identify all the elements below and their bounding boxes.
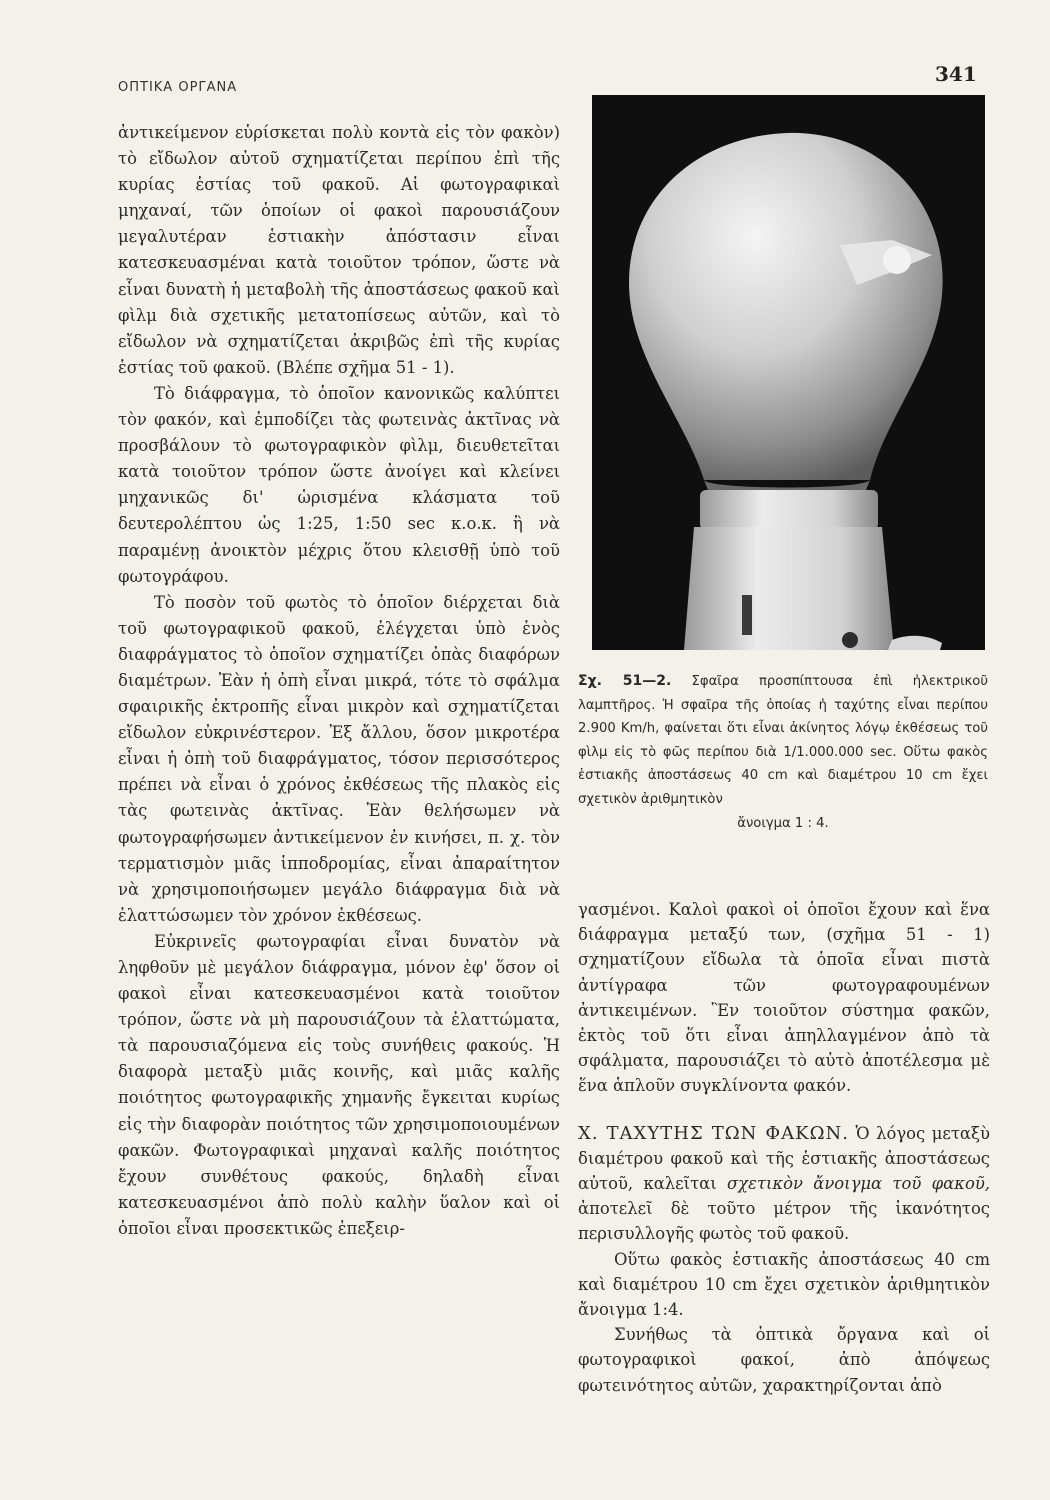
paragraph: γασμένοι. Καλοὶ φακοὶ οἱ ὁποῖοι ἔχουν καὶ ἕνα διάφραγμα μεταξύ των, (σχῆμα 51 - 1) σχηματίζουν εἴδωλα τὰ ὁποῖα εἶναι πιστὰ ἀντίγραφα τῶν φωτογραφουμένων ἀντικειμένων. Ἓν τοιοῦτον σύστημα φακῶν, ἐκτὸς τοῦ ὅτι εἶναι ἀπηλλαγμένον ἀπὸ τὰ σφάλματα, παρουσιάζει τὸ αὐτὸ ἀποτέλεσμα μὲ ἕνα ἁπλοῦν συγκλίνοντα φακόν. (578, 900, 990, 1096)
section-title: Χ. ΤΑΧΥΤΗΣ ΤΩΝ ΦΑΚΩΝ. (578, 1122, 849, 1144)
right-column (578, 897, 990, 1398)
section-paragraph (578, 1121, 990, 1247)
section-italic-term: σχετικὸν ἄνοιγμα τοῦ φακοῦ, (726, 1174, 990, 1194)
paragraph: ἀντικείμενον εὑρίσκεται πολὺ κοντὰ εἰς τὸν φακὸν) τὸ εἴδωλον αὐτοῦ σχηματίζεται περίπου ἐπὶ τῆς κυρίας ἑστίας τοῦ φακοῦ. Αἱ φωτογραφικαὶ μηχαναί, τῶν ὁποίων οἱ φακοὶ παρουσιάζουν μεγαλυτέραν ἑστιακὴν ἀπόστασιν εἶναι κατεσκευασμέναι κατὰ τοιοῦτον τρόπον, ὥστε νὰ εἶναι δυνατὴ ἡ μεταβολὴ τῆς ἀποστάσεως φακοῦ καὶ φὶλμ διὰ σχετικῆς μετατοπίσεως αὐτῶν, καὶ τὸ εἴδωλον νὰ σχηματίζεται ἀκριβῶς ἐπὶ τῆς κυρίας ἑστίας τοῦ φακοῦ. (Βλέπε σχῆμα 51 - 1). (118, 123, 560, 377)
page-number: 341 (935, 62, 977, 86)
lightbulb-photo (592, 95, 985, 650)
figure-caption-end: ἄνοιγμα 1 : 4. (737, 815, 829, 831)
paragraph: Εὐκρινεῖς φωτογραφίαι εἶναι δυνατὸν νὰ ληφθοῦν μὲ μεγάλον διάφραγμα, μόνον ἐφ' ὅσον οἱ φακοὶ εἶναι κατεσκευασμένοι κατὰ τοιοῦτον τρόπον, ὥστε νὰ μὴ παρουσιάζουν τὰ ἐλαττώματα, τὰ παρουσιαζόμενα εἰς τοὺς συνήθεις φακούς. Ἡ διαφορὰ μεταξὺ μιᾶς κοινῆς, καὶ μιᾶς καλῆς ποιότητος φωτογραφικῆς χημανῆς ἔγκειται κυρίως εἰς τὴν διαφορὰν ποιότητος τῶν χρησιμοποιουμένων φακῶν. Φωτογραφικαὶ μηχαναὶ καλῆς ποιότητος ἔχουν συνθέτους φακούς, δηλαδὴ εἶναι κατεσκευασμένοι ἀπὸ πολὺ καλὴν ὕαλον καὶ οἱ ὁποῖοι εἶναι προσεκτικῶς ἐπεξειρ- (118, 931, 560, 1238)
paragraph: Τὸ ποσὸν τοῦ φωτὸς τὸ ὁποῖον διέρχεται διὰ τοῦ φωτογραφικοῦ φακοῦ, ἐλέγχεται ὑπὸ ἑνὸς διαφράγματος τὸ ὁποῖον σχηματίζει ὀπὰς διαφόρων διαμέτρων. Ἐὰν ἡ ὀπὴ εἶναι μικρά, τότε τὸ σφάλμα σφαιρικῆς ἐκτροπῆς εἶναι μικρὸν καὶ σχηματίζεται εἴδωλον εὐκρινέστερον. Ἐξ ἄλλου, ὅσον μικροτέρα εἶναι ἡ ὀπὴ τοῦ διαφράγματος, τόσον περισσότερος πρέπει νὰ εἶναι ὁ χρόνος ἐκθέσεως τῆς πλακὸς εἰς τὰς φωτεινὰς ἀκτῖνας. Ἐὰν θελήσωμεν νὰ φωτογραφήσωμεν ἀντικείμενον ἐν κινήσει, π. χ. τὸν τερματισμὸν μιᾶς ἱπποδρομίας, εἶναι ἀπαραίτητον νὰ χρησιμοποιήσωμεν μεγάλο διάφραγμα διὰ νὰ ἐλαττώσωμεν τὸν χρόνον ἐκθέσεως. (118, 592, 560, 925)
lightbulb-photo-illustration (592, 95, 985, 650)
paragraph: Συνήθως τὰ ὀπτικὰ ὄργανα καὶ οἱ φωτογραφικοὶ φακοί, ἀπὸ ἀπόψεως φωτεινότητος αὐτῶν, χαρακτηρίζονται ἀπὸ (578, 1325, 990, 1395)
section-text: Ὁ λόγος μεταξὺ διαμέτρου φακοῦ καὶ τῆς ἑστιακῆς ἀποστάσεως αὐτοῦ, καλεῖται (578, 1123, 990, 1194)
running-header: ΟΠΤΙΚΑ ΟΡΓΑΝΑ (118, 80, 238, 95)
figure-caption (578, 670, 988, 835)
section-text: ἀποτελεῖ δὲ τοῦτο μέτρον τῆς ἱκανότητος περισυλλογῆς φωτὸς τοῦ φακοῦ. (578, 1199, 990, 1244)
figure-caption-text: Σφαῖρα προσπίπτουσα ἐπὶ ἠλεκτρικοῦ λαμπτῆρος. Ἡ σφαῖρα τῆς ὁποίας ἡ ταχύτης εἶναι περίπου 2.900 Km/h, φαίνεται ὅτι εἶναι ἀκίνητος λόγῳ ἐκθέσεως τοῦ φὶλμ εἰς τὸ φῶς περίπου διὰ 1/1.000.000 sec. Οὕτω φακὸς ἑστιακῆς ἀποστάσεως 40 cm καὶ διαμέτρου 10 cm ἔχει σχετικὸν ἀριθμητικὸν (578, 674, 988, 807)
paragraph: Οὕτω φακὸς ἑστιακῆς ἀποστάσεως 40 cm καὶ διαμέτρου 10 cm ἔχει σχετικὸν ἀριθμητικὸν ἄνοιγμα 1:4. (578, 1249, 990, 1320)
figure-label: Σχ. 51—2. (578, 673, 672, 689)
left-column (118, 120, 560, 1242)
paragraph: Τὸ διάφραγμα, τὸ ὁποῖον κανονικῶς καλύπτει τὸν φακόν, καὶ ἐμποδίζει τὰς φωτεινὰς ἀκτῖνας νὰ προσβάλουν τὸ φωτογραφικὸν φὶλμ, διευθετεῖται κατὰ τοιοῦτον τρόπον ὥστε ἀνοίγει καὶ κλείνει μηχανικῶς δι' ὡρισμένα κλάσματα τοῦ δευτερολέπτου ὡς 1:25, 1:50 sec κ.ο.κ. ἢ νὰ παραμένῃ ἀνοικτὸν μέχρις ὅτου κλεισθῇ ὑπὸ τοῦ φωτογράφου. (118, 383, 560, 586)
